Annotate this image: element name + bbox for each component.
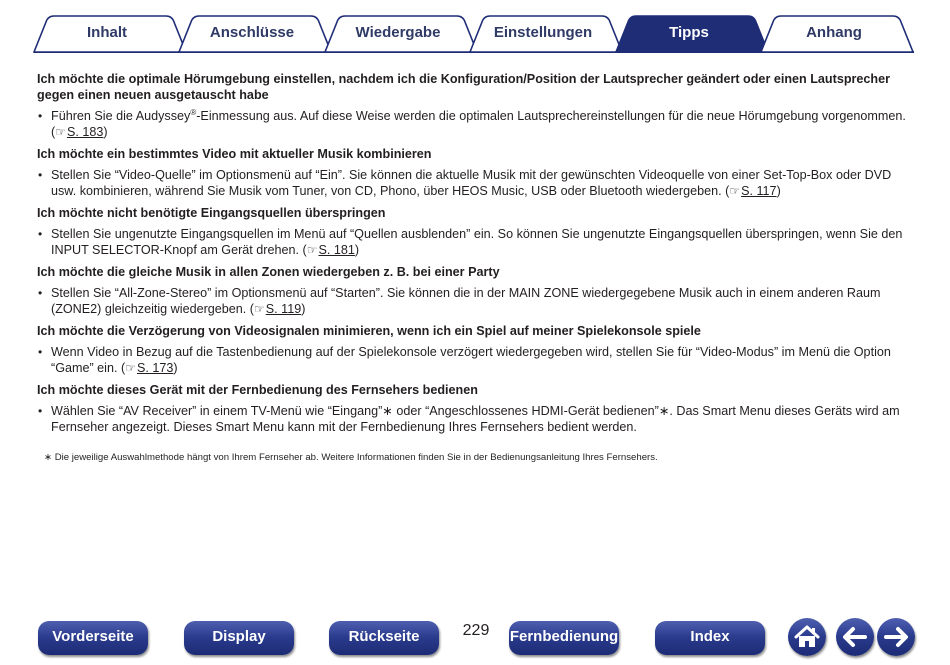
tip-section-6 bbox=[37, 382, 917, 435]
pointing-hand-icon: ☞ bbox=[254, 302, 265, 316]
bullet-item bbox=[37, 167, 917, 199]
back-button[interactable] bbox=[836, 618, 874, 656]
tip-section-4 bbox=[37, 264, 917, 317]
bullet-item bbox=[37, 403, 917, 435]
arrow-right-icon bbox=[877, 618, 915, 656]
section-heading: Ich möchte die Verzögerung von Videosignalen minimieren, wenn ich ein Spiel auf meiner Spielekonsole spiele bbox=[37, 324, 701, 338]
page-reference-link[interactable]: S. 119 bbox=[265, 302, 302, 316]
tab-wiedergabe[interactable]: Wiedergabe bbox=[355, 24, 441, 41]
bullet-item bbox=[37, 344, 917, 376]
registered-mark: ® bbox=[190, 107, 197, 117]
page-reference[interactable]: (☞S. 119) bbox=[249, 302, 306, 316]
page-reference-link[interactable]: S. 173 bbox=[136, 361, 174, 375]
home-icon bbox=[788, 618, 826, 656]
tip-section-2 bbox=[37, 146, 917, 199]
home-button[interactable] bbox=[788, 618, 826, 656]
section-heading: Ich möchte ein bestimmtes Video mit aktueller Musik kombinieren bbox=[37, 147, 432, 161]
page-reference-link[interactable]: S. 183 bbox=[66, 125, 104, 139]
pointing-hand-icon: ☞ bbox=[125, 361, 136, 375]
vorderseite-button[interactable]: Vorderseite bbox=[38, 621, 148, 655]
tab-tipps[interactable]: Tipps bbox=[669, 24, 709, 41]
bullet-item bbox=[37, 285, 917, 317]
bullet-text: Stellen Sie “All-Zone-Stereo” im Optionsmenü auf “Starten”. Sie können die in der MAIN ZONE wiedergegebene Musik auch in einem anderen Raum (ZONE2) gleichzeitig wiedergeben. bbox=[51, 286, 881, 316]
page-number: 229 bbox=[462, 622, 490, 639]
page-reference-link[interactable]: S. 117 bbox=[741, 184, 777, 198]
bullet-dot: • bbox=[38, 404, 43, 418]
fernbedienung-button[interactable]: Fernbedienung bbox=[509, 621, 619, 655]
section-heading: Ich möchte dieses Gerät mit der Fernbedienung des Fernsehers bedienen bbox=[37, 383, 478, 397]
bullet-dot: • bbox=[38, 286, 43, 300]
bullet-dot: • bbox=[38, 227, 43, 241]
bullet-dot: • bbox=[38, 109, 43, 123]
bullet-text-start: Führen Sie die Audyssey bbox=[51, 109, 191, 123]
page-reference-link[interactable]: S. 181 bbox=[318, 243, 355, 257]
arrow-left-icon bbox=[836, 618, 874, 656]
tab-anhang[interactable]: Anhang bbox=[806, 24, 862, 41]
bullet-text: Wählen Sie “AV Receiver” in einem TV-Menü wie “Eingang”∗ oder “Angeschlossenes HDMI-Gerät bedienen”∗. Das Smart Menu dieses Geräts wird am Fernseher angezeigt. Dieses Smart Menu kann mit der Fernbedienung Ihres Fernsehers bedient werden. bbox=[51, 404, 900, 434]
index-button[interactable]: Index bbox=[655, 621, 765, 655]
bullet-item bbox=[37, 108, 917, 140]
pointing-hand-icon: ☞ bbox=[306, 243, 318, 257]
pointing-hand-icon: ☞ bbox=[729, 184, 741, 198]
bullet-text: Stellen Sie ungenutzte Eingangsquellen im Menü auf “Quellen ausblenden” ein. So können Sie ungenutzte Eingangsquellen überspringen, wenn Sie den INPUT SELECTOR-Knopf am Gerät drehen. bbox=[51, 227, 903, 257]
tab-bar bbox=[0, 0, 950, 60]
bullet-item bbox=[37, 226, 917, 258]
page-reference[interactable]: (☞S. 181) bbox=[302, 243, 360, 257]
section-heading: Ich möchte die optimale Hörumgebung einstellen, nachdem ich die Konfiguration/Position der Lautsprecher geändert oder einen Lautsprecher gegen einen neuen ausgetauscht habe bbox=[37, 72, 891, 102]
tab-einstellungen[interactable]: Einstellungen bbox=[493, 24, 593, 41]
footnote: ∗ Die jeweilige Auswahlmethode hängt von Ihrem Fernseher ab. Weitere Informationen finden Sie in der Bedienungsanleitung Ihres Fernsehers. bbox=[44, 452, 658, 463]
display-button[interactable]: Display bbox=[184, 621, 294, 655]
tips-content bbox=[37, 71, 917, 441]
bullet-dot: • bbox=[38, 345, 43, 359]
tip-section-1 bbox=[37, 71, 917, 140]
tab-inhalt[interactable]: Inhalt bbox=[87, 24, 127, 41]
page-reference[interactable]: (☞S. 173) bbox=[121, 361, 178, 375]
forward-button[interactable] bbox=[877, 618, 915, 656]
pointing-hand-icon: ☞ bbox=[55, 125, 66, 139]
bullet-dot: • bbox=[38, 168, 43, 182]
bullet-text: -Einmessung aus. Auf diese Weise werden die optimalen Lautsprechereinstellungen für die neue Hörumgebung vorgenommen. bbox=[196, 109, 906, 123]
section-heading: Ich möchte nicht benötigte Eingangsquellen überspringen bbox=[37, 206, 386, 220]
tip-section-3 bbox=[37, 205, 917, 258]
tip-section-5 bbox=[37, 323, 917, 376]
bullet-text: Wenn Video in Bezug auf die Tastenbedienung auf der Spielekonsole verzögert wiedergegeben wird, stellen Sie für “Video-Modus” im Menü die Option “Game” ein. bbox=[51, 345, 891, 375]
section-heading: Ich möchte die gleiche Musik in allen Zonen wiedergeben z. B. bei einer Party bbox=[37, 265, 500, 279]
page-reference[interactable]: (☞S. 183) bbox=[51, 125, 108, 139]
tab-anschluesse[interactable]: Anschlüsse bbox=[209, 24, 295, 41]
bullet-text: Stellen Sie “Video-Quelle” im Optionsmenü auf “Ein”. Sie können die aktuelle Musik mit der gewünschten Videoquelle von einer Set-Top-Box oder DVD usw. kombinieren, während Sie Musik vom Tuner, von CD, Phono, über HEOS Music, USB oder Bluetooth wiedergeben. bbox=[51, 168, 892, 198]
rueckseite-button[interactable]: Rückseite bbox=[329, 621, 439, 655]
page-reference[interactable]: (☞S. 117) bbox=[725, 184, 781, 198]
